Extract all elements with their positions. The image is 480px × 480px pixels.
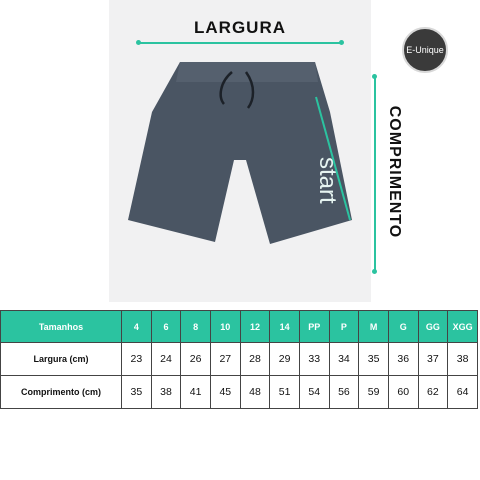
length-cell: 51	[270, 376, 300, 409]
size-header-cell: PP	[299, 311, 329, 343]
length-cell: 54	[299, 376, 329, 409]
width-cell: 29	[270, 343, 300, 376]
size-table	[0, 310, 478, 409]
length-cell: 38	[151, 376, 181, 409]
width-cell: 33	[299, 343, 329, 376]
width-cell: 35	[359, 343, 389, 376]
width-measure-line	[138, 42, 342, 44]
size-header-cell: 14	[270, 311, 300, 343]
row-label-length: Comprimento (cm)	[1, 376, 122, 409]
length-cell: 62	[418, 376, 448, 409]
width-cell: 28	[240, 343, 270, 376]
length-label: COMPRIMENTO	[386, 105, 403, 239]
size-header-cell: 12	[240, 311, 270, 343]
size-header-cell: XGG	[448, 311, 478, 343]
size-header-cell: 6	[151, 311, 181, 343]
width-cell: 24	[151, 343, 181, 376]
size-header-cell: 4	[122, 311, 152, 343]
size-header-cell: M	[359, 311, 389, 343]
length-cell: 64	[448, 376, 478, 409]
size-header-row	[1, 311, 478, 343]
width-cell: 26	[181, 343, 211, 376]
length-cell: 59	[359, 376, 389, 409]
length-cell: 45	[210, 376, 240, 409]
length-cell: 60	[388, 376, 418, 409]
size-header-cell: P	[329, 311, 359, 343]
length-cell: 48	[240, 376, 270, 409]
size-header-cell: G	[388, 311, 418, 343]
table-row	[1, 343, 478, 376]
size-header-label: Tamanhos	[1, 311, 122, 343]
width-cell: 23	[122, 343, 152, 376]
width-cell: 27	[210, 343, 240, 376]
brand-badge	[402, 27, 448, 73]
shorts-print-text: start	[314, 157, 341, 204]
brand-name: E-Unique	[406, 45, 444, 55]
width-cell: 37	[418, 343, 448, 376]
size-header-cell: 10	[210, 311, 240, 343]
size-header-cell: GG	[418, 311, 448, 343]
width-label: LARGURA	[194, 18, 286, 37]
row-label-width: Largura (cm)	[1, 343, 122, 376]
width-cell: 38	[448, 343, 478, 376]
length-cell: 56	[329, 376, 359, 409]
length-measure-line	[374, 76, 376, 272]
shorts-body	[128, 62, 352, 244]
length-cell: 41	[181, 376, 211, 409]
table-row	[1, 376, 478, 409]
length-cell: 35	[122, 376, 152, 409]
width-cell: 36	[388, 343, 418, 376]
size-header-cell: 8	[181, 311, 211, 343]
width-cell: 34	[329, 343, 359, 376]
shorts-image	[120, 52, 360, 252]
